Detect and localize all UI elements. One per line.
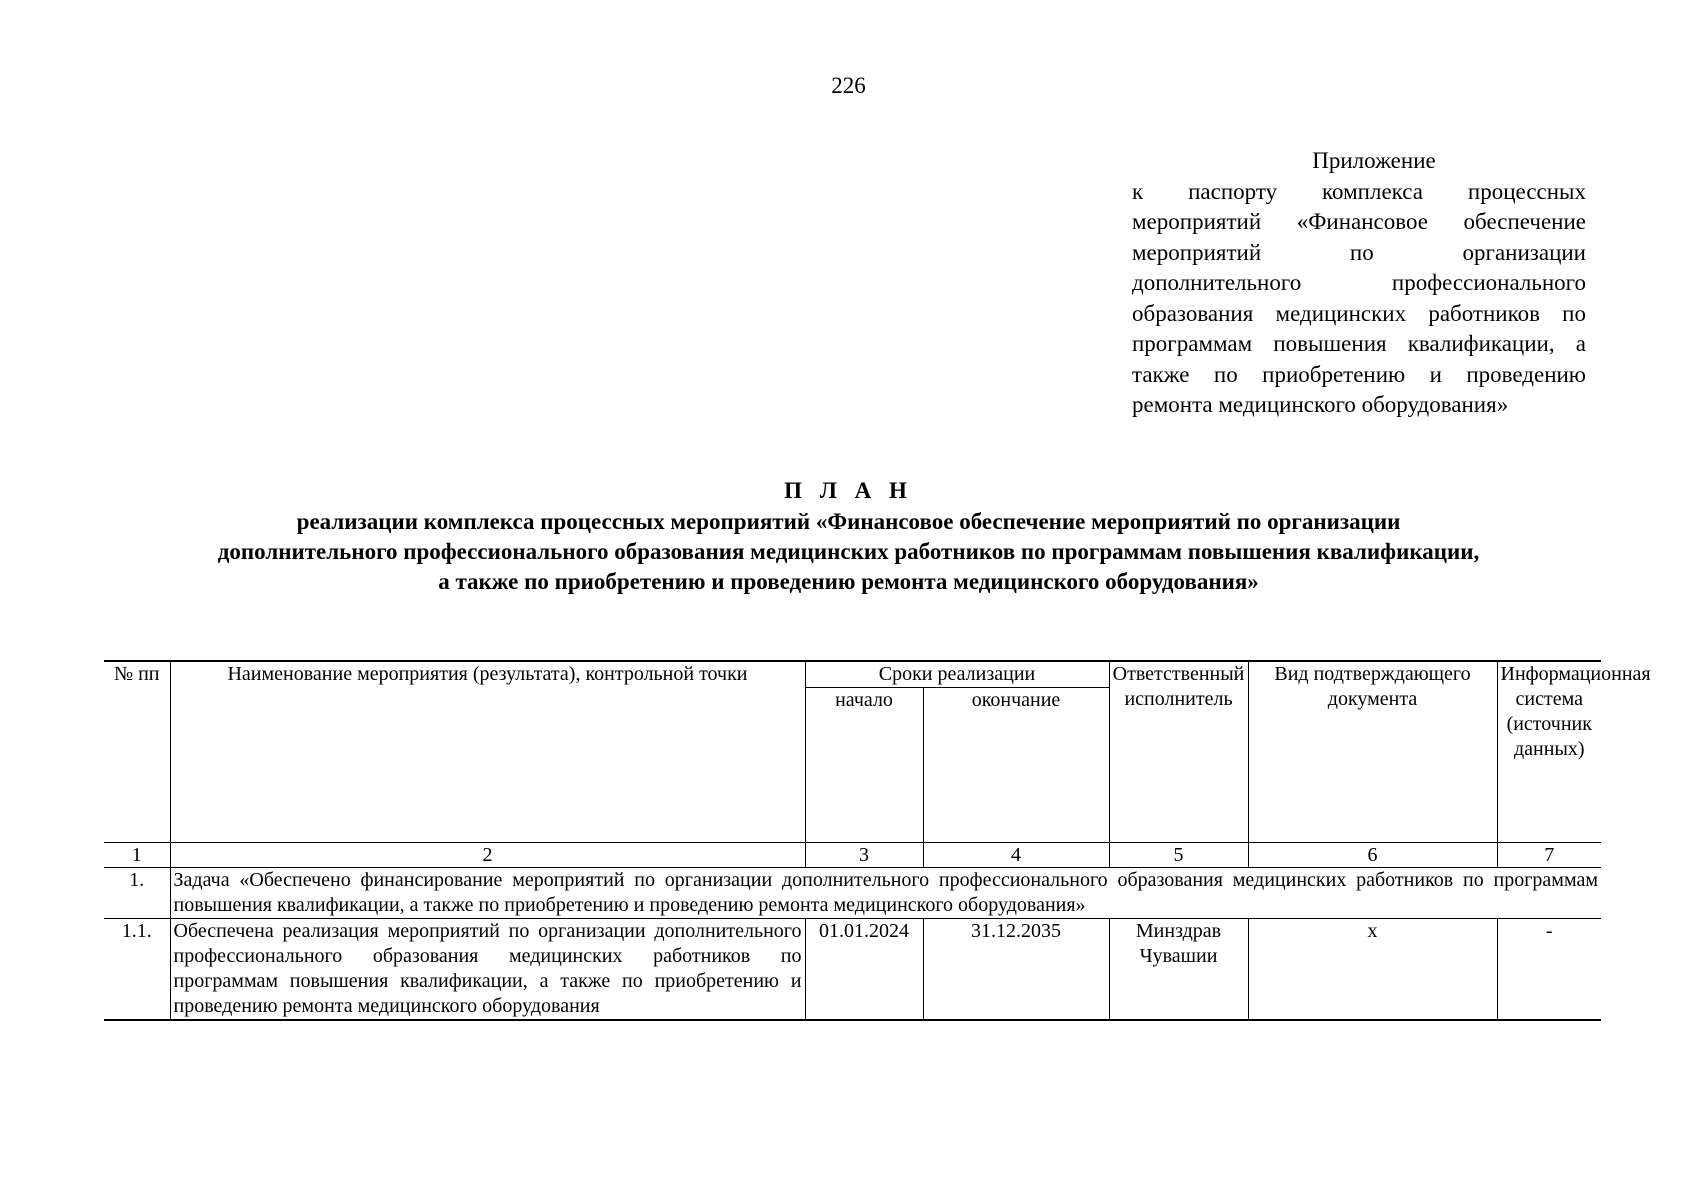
- header-end: окончание: [923, 688, 1109, 843]
- column-number: 6: [1248, 843, 1497, 868]
- table-header-row: [104, 661, 1601, 688]
- column-number: 7: [1497, 843, 1601, 868]
- header-info-system: Информационная система (источник данных): [1497, 661, 1601, 843]
- column-number: 1: [104, 843, 170, 868]
- header-start: начало: [805, 688, 923, 843]
- row-start-date: 01.01.2024: [805, 919, 923, 1021]
- header-number: № пп: [104, 661, 170, 843]
- row-document: х: [1248, 919, 1497, 1021]
- header-name: Наименование мероприятия (результата), контрольной точки: [170, 661, 805, 843]
- appendix-title: Приложение: [1312, 148, 1436, 173]
- column-number: 4: [923, 843, 1109, 868]
- row-info-system: -: [1497, 919, 1601, 1021]
- column-number: 5: [1109, 843, 1248, 868]
- task-text: Задача «Обеспечено финансирование мероприятий по организации дополнительного профессионального образования медицинских работников по программам повышения квалификации, а также по приобретению и проведению ремонта медицинского оборудования»: [170, 868, 1601, 919]
- appendix-text: к паспорту комплекса процессных мероприятий «Финансовое обеспечение мероприятий по организации дополнительного профессионального образования медицинских работников по программам повышения квалификации, а также по приобретению и проведению ремонта медицинского оборудования»: [1132, 178, 1586, 417]
- plan-title-block: [0, 476, 1697, 597]
- plan-subtitle-line: дополнительного профессионального образования медицинских работников по программам повышения квалификации,: [217, 539, 1480, 564]
- task-number: 1.: [104, 868, 170, 919]
- plan-subtitle-line: а также по приобретению и проведению ремонта медицинского оборудования»: [438, 569, 1259, 594]
- row-responsible: Минздрав Чувашии: [1109, 919, 1248, 1021]
- plan-heading: П Л А Н: [784, 478, 913, 503]
- page-number: 226: [831, 73, 866, 98]
- table-row: [104, 919, 1601, 1021]
- plan-subtitle-line: реализации комплекса процессных мероприятий «Финансовое обеспечение мероприятий по организации: [296, 509, 1401, 534]
- row-number: 1.1.: [104, 919, 170, 1021]
- header-terms: Сроки реализации: [805, 661, 1109, 688]
- header-document: Вид подтверждающего документа: [1248, 661, 1497, 843]
- task-row: [104, 868, 1601, 919]
- plan-table: [104, 660, 1651, 1021]
- header-responsible: Ответственный исполнитель: [1109, 661, 1248, 843]
- plan-subtitle: [0, 507, 1697, 597]
- column-number: 3: [805, 843, 923, 868]
- appendix-block: [1132, 146, 1586, 421]
- row-end-date: 31.12.2035: [923, 919, 1109, 1021]
- column-number: 2: [170, 843, 805, 868]
- column-number-row: [104, 843, 1601, 868]
- row-name: Обеспечена реализация мероприятий по организации дополнительного профессионального образования медицинских работников по программам повышения квалификации, а также по приобретению и проведению ремонта медицинского оборудования: [170, 919, 805, 1021]
